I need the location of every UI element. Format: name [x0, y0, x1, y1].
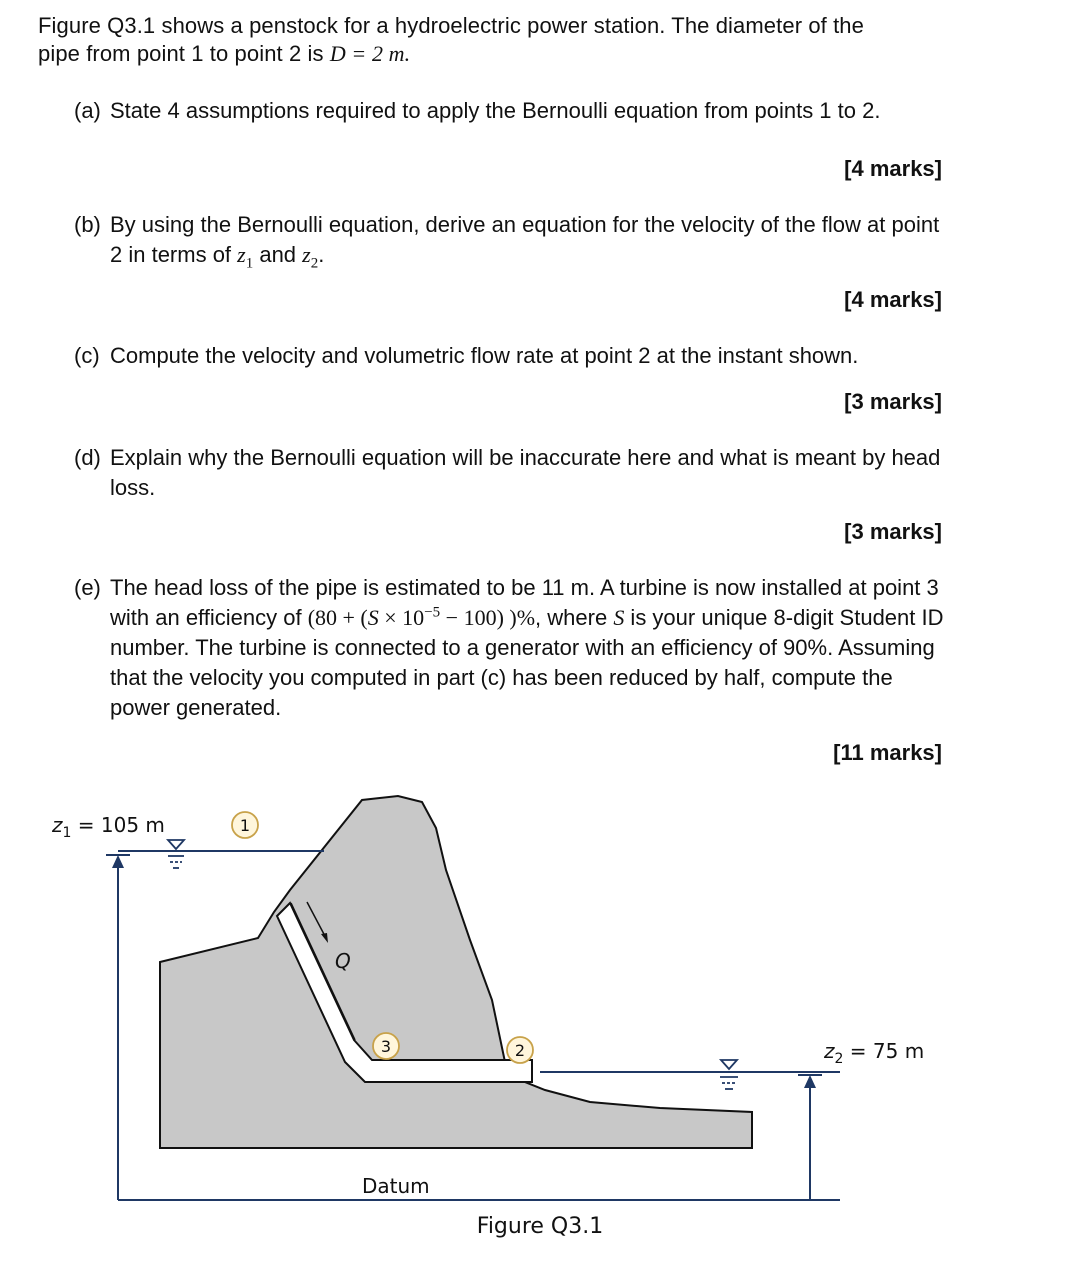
- question-b-label: (b): [74, 212, 101, 237]
- question-b-end: .: [318, 242, 325, 267]
- efficiency-formula-times: × 10: [378, 605, 425, 630]
- question-a-label: (a): [74, 98, 101, 123]
- question-d: [74, 443, 944, 503]
- student-id-symbol: S: [613, 605, 625, 630]
- efficiency-formula-open: (80 + (: [307, 605, 368, 630]
- question-e-text-2: , where: [535, 605, 614, 630]
- efficiency-formula-close: − 100) )%: [440, 605, 536, 630]
- question-b-marks: [4 marks]: [844, 287, 942, 312]
- z2-symbol: z: [302, 242, 311, 267]
- question-b-and: and: [253, 242, 303, 267]
- intro-diameter-math: D = 2 m.: [329, 41, 411, 66]
- question-a: [74, 96, 944, 126]
- question-a-text: State 4 assumptions required to apply the Bernoulli equation from points 1 to 2.: [110, 98, 881, 123]
- z1-label: $z_1 = 105$ m: [52, 813, 165, 841]
- datum-label: Datum: [362, 1174, 430, 1198]
- rock-body: [160, 796, 752, 1148]
- question-e-text-1: The head loss of the pipe is estimated to be 11 m. A turbine is now installed at point 3 with an efficiency of: [110, 575, 939, 630]
- point-3-label: 3: [380, 1037, 392, 1056]
- flow-label: Q: [335, 949, 351, 973]
- question-e-text-3: is your unique 8-digit Student ID number. The turbine is connected to a generator with an efficiency of 90%. Assuming that the velocity you computed in part (c) has been reduced by half, compute the power generated.: [110, 605, 944, 720]
- question-e-label: (e): [74, 575, 101, 600]
- point-1-marker: [232, 812, 258, 838]
- reservoir-free-surface-icon: [168, 840, 184, 868]
- intro-paragraph: [38, 12, 1048, 68]
- intro-line-2: [38, 40, 1048, 68]
- question-d-marks: [3 marks]: [844, 519, 942, 544]
- z1-arrow-icon: [112, 855, 124, 868]
- point-2-label: 2: [514, 1041, 526, 1060]
- question-b-text: [74, 210, 944, 270]
- question-c-label: (c): [74, 343, 100, 368]
- penstock-figure: [0, 780, 1080, 1266]
- question-d-text: Explain why the Bernoulli equation will be inaccurate here and what is meant by head loss.: [110, 445, 941, 500]
- question-e-marks: [11 marks]: [833, 740, 942, 765]
- z1-subscript: 1: [245, 255, 254, 272]
- intro-line-1: Figure Q3.1 shows a penstock for a hydroelectric power station. The diameter of the: [38, 13, 864, 38]
- tailwater-free-surface-icon: [720, 1060, 738, 1089]
- efficiency-formula-exponent: −5: [424, 604, 441, 621]
- z1-symbol: z: [237, 242, 246, 267]
- question-e-text: [74, 573, 944, 723]
- z2-label: $z_2 = 75$ m: [824, 1039, 925, 1067]
- figure-caption: Figure Q3.1: [476, 1214, 604, 1239]
- point-1-label: 1: [239, 816, 251, 835]
- question-e: [74, 573, 944, 723]
- intro-line-2-text: pipe from point 1 to point 2 is: [38, 41, 330, 66]
- question-c-marks: [3 marks]: [844, 389, 942, 414]
- question-b-text-main: By using the Bernoulli equation, derive an equation for the velocity of the flow at point 2 in terms of: [110, 212, 940, 267]
- question-c-text: Compute the velocity and volumetric flow rate at point 2 at the instant shown.: [110, 343, 859, 368]
- z2-subscript: 2: [310, 255, 319, 272]
- point-2-marker: [507, 1037, 533, 1063]
- question-b: [74, 210, 944, 270]
- z2-arrow-icon: [804, 1075, 816, 1088]
- efficiency-formula-S: S: [367, 605, 379, 630]
- point-3-marker: [373, 1033, 399, 1059]
- question-d-label: (d): [74, 445, 101, 470]
- question-a-marks: [4 marks]: [844, 156, 942, 181]
- question-c: [74, 341, 944, 371]
